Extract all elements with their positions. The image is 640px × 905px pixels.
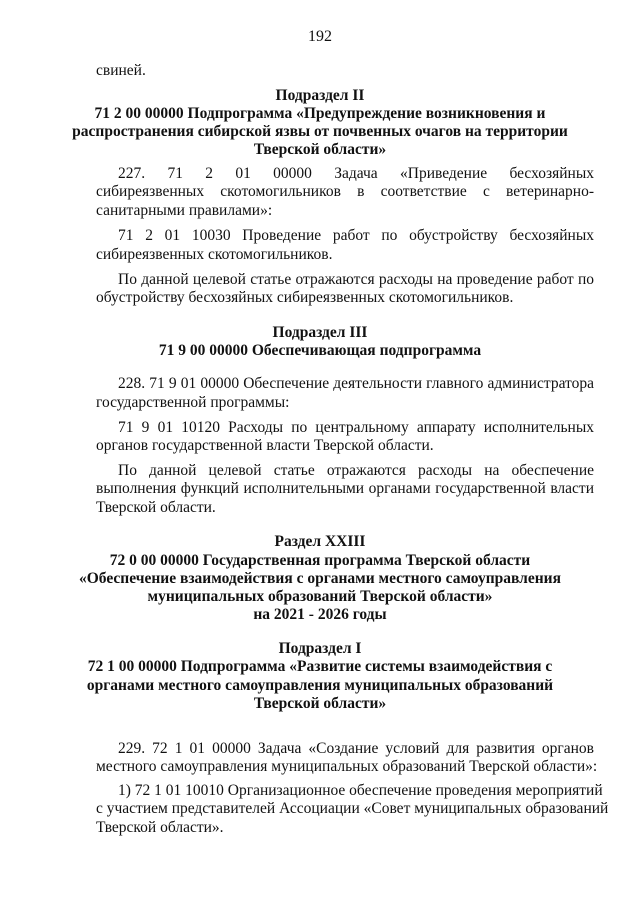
text-line: По данной целевой статье отражаются расходы на обеспечение <box>118 462 594 479</box>
text-line: сибиреязвенных скотомогильников в соответствие с ветеринарно- <box>96 183 594 200</box>
text-line: сибиреязвенных скотомогильников. <box>96 246 333 263</box>
text-line: По данной целевой статье отражаются расходы на проведение работ по <box>118 271 594 288</box>
text-line: 227. 71 2 01 00000 Задача «Приведение бесхозяйных <box>118 165 594 182</box>
text-line: «Обеспечение взаимодействия с органами местного самоуправления <box>78 570 561 587</box>
text-line: 71 2 00 00000 Подпрограмма «Предупреждение возникновения и <box>94 105 546 122</box>
text-line: органами местного самоуправления муниципальных образований <box>86 677 554 694</box>
text-line: Тверской области» <box>253 695 387 712</box>
text-line: Раздел XXIII <box>274 533 366 550</box>
text-line: распространения сибирской язвы от почвенных очагов на территории <box>72 123 568 140</box>
text-line: государственной программы: <box>96 394 290 411</box>
page-number: 192 <box>308 28 332 45</box>
text-line: свиней. <box>96 62 146 79</box>
text-line: местного самоуправления муниципальных образований Тверской области»: <box>96 758 598 775</box>
text-line: Подраздел III <box>272 324 368 341</box>
text-line: Подраздел II <box>275 87 365 104</box>
text-line: 72 0 00 00000 Государственная программа Тверской области <box>109 552 531 569</box>
text-line: муниципальных образований Тверской области» <box>147 588 493 605</box>
text-line: 229. 72 1 01 00000 Задача «Создание условий для развития органов <box>118 740 594 757</box>
text-line: санитарными правилами»: <box>96 202 273 219</box>
text-line: с участием представителей Ассоциации «Совет муниципальных образований <box>96 800 609 817</box>
text-line: на 2021 - 2026 годы <box>253 606 387 623</box>
text-line: Тверской области». <box>96 819 224 836</box>
text-line: Тверской области. <box>96 499 216 516</box>
text-line: 72 1 00 00000 Подпрограмма «Развитие системы взаимодействия с <box>87 658 553 675</box>
text-line: 71 2 01 10030 Проведение работ по обустройству бесхозяйных <box>118 227 594 244</box>
text-line: 1) 72 1 01 10010 Организационное обеспечение проведения мероприятий <box>118 782 603 799</box>
text-line: 71 9 00 00000 Обеспечивающая подпрограмма <box>158 342 482 359</box>
text-line: 228. 71 9 01 00000 Обеспечение деятельности главного администратора <box>118 375 594 392</box>
text-line: Тверской области» <box>253 141 387 158</box>
text-line: обустройству бесхозяйных сибиреязвенных скотомогильников. <box>96 289 514 306</box>
text-line: 71 9 01 10120 Расходы по центральному аппарату исполнительных <box>118 419 594 436</box>
text-line: Подраздел I <box>278 640 362 657</box>
text-line: выполнения функций исполнительными органами государственной власти <box>96 480 594 497</box>
text-line: органов государственной власти Тверской области. <box>96 437 434 454</box>
